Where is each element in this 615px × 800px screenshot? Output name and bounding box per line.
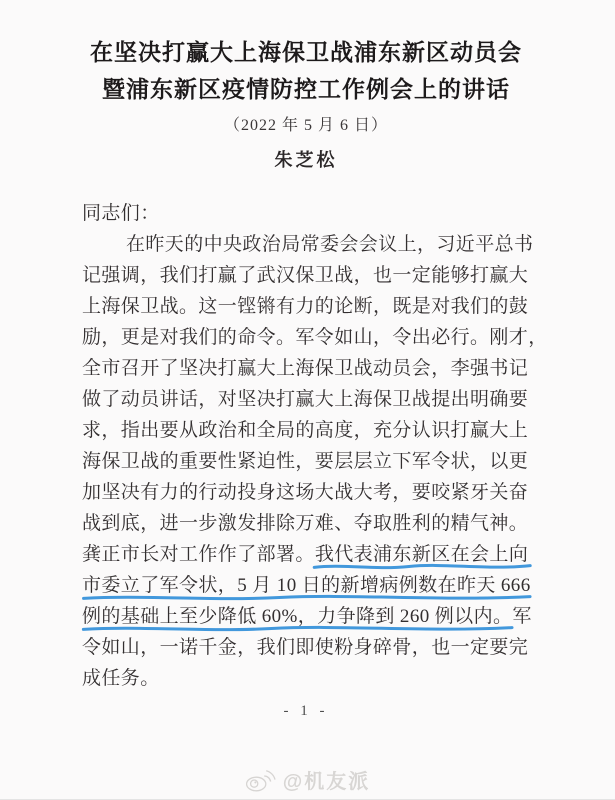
body-line (82, 198, 530, 229)
text-segment: 记强调，我们打赢了武汉保卫战，也一定能够打赢大 (82, 265, 529, 286)
watermark (0, 765, 615, 794)
text-segment: 励，更是对我们的命令。军令如山，令出必行。刚才， (82, 327, 548, 348)
body-text (82, 198, 548, 694)
body-line (82, 663, 530, 694)
body-line (82, 322, 548, 353)
text-segment: 求，指出要从政治和全局的高度，充分认识打赢大上 (82, 420, 529, 441)
body-line (82, 415, 530, 446)
body-line (82, 632, 530, 663)
body-line (82, 477, 530, 508)
text-segment: 上海保卫战。这一铿锵有力的论断，既是对我们的鼓 (82, 296, 529, 317)
body-line (82, 570, 530, 601)
underlined-text: 我代表浦东新区在会上向 (315, 539, 528, 570)
body-line (82, 446, 530, 477)
text-segment: 军 (512, 606, 532, 627)
document-author: 朱芝松 (274, 150, 338, 170)
watermark-text: @机友派 (282, 771, 371, 793)
text-segment: 全市召开了坚决打赢大上海保卫战动员会，李强书记 (82, 358, 529, 379)
body-line (82, 539, 530, 570)
text-segment: 加坚决有力的行动投身这场大战大考，要咬紧牙关奋 (82, 482, 529, 503)
text-segment: 海保卫战的重要性紧迫性，要层层立下军令状，以更 (82, 451, 529, 472)
page-number: - 1 - (283, 703, 329, 719)
body-line (82, 508, 530, 539)
document-date: （2022 年 5 月 6 日） (223, 117, 388, 134)
text-segment: 同志们： (82, 203, 160, 224)
body-line (82, 260, 530, 291)
weibo-logo-icon (245, 767, 277, 793)
body-line (82, 291, 530, 322)
text-segment: 令如山，一诺千金，我们即使粉身碎骨，也一定要完 (82, 637, 529, 658)
document-title-line1: 在坚决打赢大上海保卫战浦东新区动员会 (90, 40, 522, 65)
underlined-text: 市委立了军令状，5 月 10 日的新增病例数在昨天 666 (82, 570, 531, 601)
text-segment: 成任务。 (82, 668, 160, 689)
body-line (82, 229, 534, 260)
body-line (82, 353, 530, 384)
text-segment: 龚正市长对工作作了部署。 (82, 544, 315, 565)
text-segment: 在昨天的中央政治局常委会会议上，习近平总书 (126, 234, 534, 255)
text-segment: 做了动员讲话，对坚决打赢大上海保卫战提出明确要 (82, 389, 529, 410)
body-line (82, 601, 530, 632)
body-line (82, 384, 530, 415)
document-title-line2: 暨浦东新区疫情防控工作例会上的讲话 (102, 77, 510, 102)
text-segment: 战到底，进一步激发排除万难、夺取胜利的精气神。 (82, 513, 529, 534)
underlined-text: 例的基础上至少降低 60%，力争降到 260 例以内。 (82, 601, 512, 632)
